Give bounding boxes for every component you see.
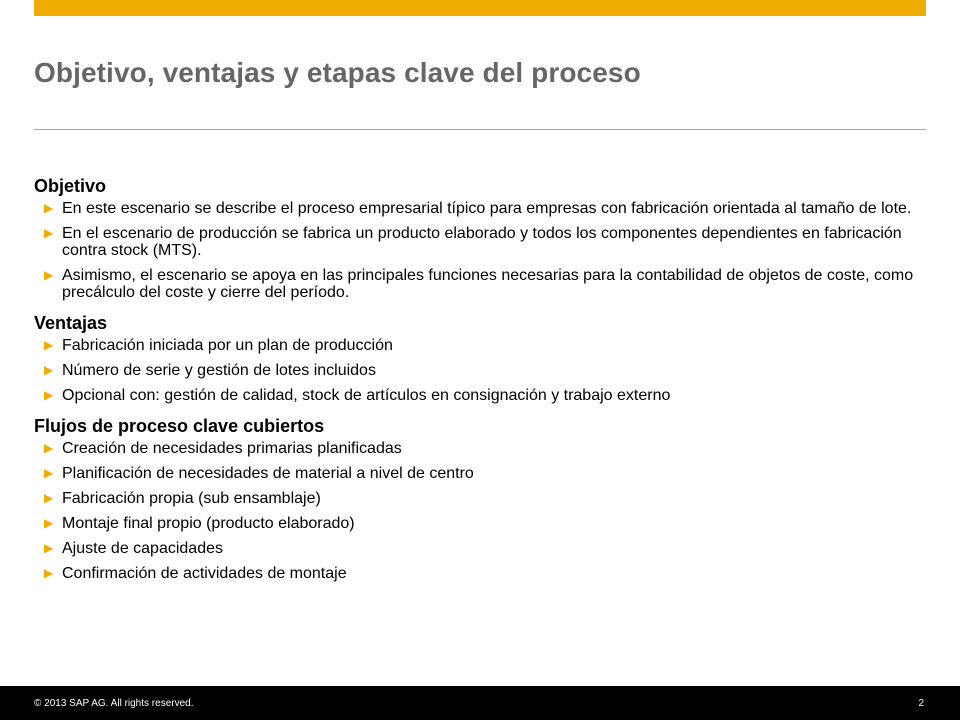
- list-item: [34, 267, 924, 301]
- right-pointing-triangle-icon: ▶: [44, 338, 54, 352]
- bullet-list: [34, 337, 924, 404]
- bullet-text: Confirmación de actividades de montaje: [62, 565, 347, 582]
- list-item: [34, 515, 924, 532]
- right-pointing-triangle-icon: ▶: [44, 201, 54, 215]
- right-pointing-triangle-icon: ▶: [44, 566, 54, 580]
- bullet-text: Fabricación iniciada por un plan de producción: [62, 337, 393, 354]
- right-pointing-triangle-icon: ▶: [44, 491, 54, 505]
- bullet-text: Número de serie y gestión de lotes incluidos: [62, 362, 376, 379]
- slide-title: Objetivo, ventajas y etapas clave del proceso: [34, 57, 641, 88]
- bullet-list: [34, 440, 924, 582]
- section-ventajas: [34, 311, 924, 404]
- right-pointing-triangle-icon: ▶: [44, 466, 54, 480]
- list-item: [34, 225, 924, 259]
- top-accent-bar: [34, 0, 926, 16]
- footer-bar: [0, 686, 960, 720]
- section-flujos: [34, 414, 924, 582]
- bullet-text: Asimismo, el escenario se apoya en las principales funciones necesarias para la contabilidad de objetos de coste, como precálculo del coste y cierre del período.: [62, 267, 914, 301]
- list-item: [34, 200, 924, 217]
- right-pointing-triangle-icon: ▶: [44, 226, 54, 240]
- list-item: [34, 490, 924, 507]
- list-item: [34, 540, 924, 557]
- bullet-text: Fabricación propia (sub ensamblaje): [62, 490, 321, 507]
- bullet-text: Opcional con: gestión de calidad, stock de artículos en consignación y trabajo externo: [62, 387, 671, 404]
- right-pointing-triangle-icon: ▶: [44, 441, 54, 455]
- right-pointing-triangle-icon: ▶: [44, 268, 54, 282]
- bullet-text: Montaje final propio (producto elaborado): [62, 515, 355, 532]
- bullet-text: Creación de necesidades primarias planificadas: [62, 440, 402, 457]
- bullet-text: En este escenario se describe el proceso empresarial típico para empresas con fabricación orientada al tamaño de lote.: [62, 200, 912, 217]
- bullet-text: Planificación de necesidades de material a nivel de centro: [62, 465, 474, 482]
- section-heading: Ventajas: [34, 313, 108, 333]
- bullet-text: Ajuste de capacidades: [62, 540, 223, 557]
- section-objetivo: [34, 174, 924, 301]
- bullet-list: [34, 200, 924, 301]
- list-item: [34, 387, 924, 404]
- section-heading: Flujos de proceso clave cubiertos: [34, 416, 325, 436]
- title-divider: [34, 129, 926, 130]
- section-heading: Objetivo: [34, 176, 107, 196]
- right-pointing-triangle-icon: ▶: [44, 541, 54, 555]
- list-item: [34, 440, 924, 457]
- right-pointing-triangle-icon: ▶: [44, 516, 54, 530]
- bullet-text: En el escenario de producción se fabrica un producto elaborado y todos los componentes dependientes en fabricación contra stock (MTS).: [62, 225, 902, 259]
- list-item: [34, 362, 924, 379]
- list-item: [34, 337, 924, 354]
- list-item: [34, 465, 924, 482]
- page-number: 2: [918, 698, 924, 709]
- copyright-notice: © 2013 SAP AG. All rights reserved.: [34, 698, 194, 709]
- list-item: [34, 565, 924, 582]
- slide-content: [34, 174, 924, 592]
- right-pointing-triangle-icon: ▶: [44, 388, 54, 402]
- right-pointing-triangle-icon: ▶: [44, 363, 54, 377]
